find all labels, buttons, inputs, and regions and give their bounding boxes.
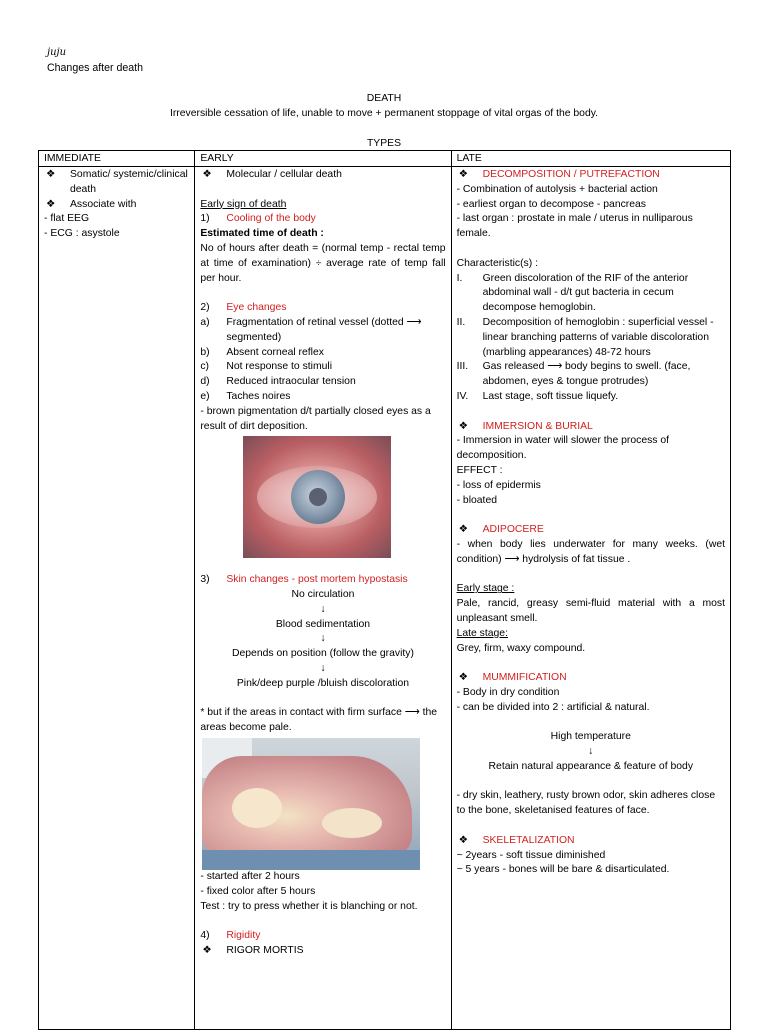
section-heading [457,834,725,849]
flow-step: No circulation [291,588,355,600]
flow-step: High temperature [550,731,631,743]
list-item [200,944,445,959]
diamond-bullet-icon: ❖ [458,672,468,684]
characteristics-title: Characteristic(s) : [456,257,538,269]
list-item: c) Not response to stimuli [200,361,333,373]
skeletalization-line: ~ 2years - soft tissue diminished [456,849,606,861]
early-bullet-1: Molecular / cellular death [226,169,342,180]
decomp-line: - Combination of autolysis + bacterial action [456,183,658,195]
decomposition-title: DECOMPOSITION / PUTREFACTION [482,169,660,180]
eye-photo [243,436,391,558]
late-stage-text: Grey, firm, waxy compound. [456,642,586,654]
early-sign-heading: Early sign of death [200,198,287,210]
flow-step: Depends on position (follow the gravity) [231,648,414,660]
list-item [44,168,189,198]
list-item: II. Decomposition of hemoglobin : superficial vessel - linear branching patterns of variable discoloration (marbling appearances) 48-72 hours [456,316,714,358]
list-item: IV. Last stage, soft tissue liquefy. [456,390,619,402]
time-formula: No of hours after death = (normal temp - rectal temp at time of examination) ÷ average rate of temp fall per hour. [200,242,446,284]
section-heading: 2) Eye changes [200,301,445,316]
skeletalization-line: ~ 5 years - bones will be bare & disarticulated. [456,864,670,876]
late-stage-label: Late stage: [456,627,508,639]
eye-note: - brown pigmentation d/t partially closed eyes as a result of dirt deposition. [200,405,431,432]
rigor-mortis: RIGOR MORTIS [226,944,304,956]
types-label: TYPES [366,138,402,149]
section-heading [457,523,725,538]
diamond-bullet-icon: ❖ [202,944,212,956]
section-heading: 1) Cooling of the body [200,212,445,227]
diamond-bullet-icon: ❖ [46,169,56,180]
skeletalization-title: SKELETALIZATION [482,834,575,846]
early-stage-label: Early stage : [456,583,515,595]
down-arrow-icon: ↓ [320,662,326,674]
flow-step: Pink/deep purple /bluish discoloration [236,677,410,689]
list-item: d) Reduced intraocular tension [200,376,356,388]
pale-note: * but if the areas in contact with firm surface ⟶ the areas become pale. [200,707,438,734]
adipocere-title: ADIPOCERE [482,524,544,536]
early-cell [195,167,451,1030]
section-heading: 4) Rigidity [200,929,445,944]
down-arrow-icon: ↓ [320,633,326,645]
decomp-line: - earliest organ to decompose - pancreas [456,198,647,210]
mummification-desc: - dry skin, leathery, rusty brown odor, skin adheres close to the bone, skeletanised features of face. [456,790,716,817]
hypostasis-line: - started after 2 hours [200,870,300,882]
adipocere-text: - when body lies underwater for many weeks. (wet condition) ⟶ hydrolysis of fat tissue . [456,538,725,565]
mummification-line: - can be divided into 2 : artificial & natural. [456,701,650,713]
diamond-bullet-icon: ❖ [458,524,468,536]
immersion-line: - loss of epidermis [456,479,541,491]
immersion-line: EFFECT : [456,464,503,476]
types-table [38,150,731,1030]
eye-changes-title: Eye changes [226,302,287,314]
section-heading [457,420,725,435]
section-heading [457,168,725,183]
header-early: EARLY [195,151,451,167]
immersion-line: - bloated [456,494,497,506]
immediate-bullet-1: Somatic/ systemic/clinical death [70,169,188,195]
down-arrow-icon: ↓ [588,746,594,758]
immediate-line: - ECG : asystole [44,228,120,240]
rigidity-title: Rigidity [226,930,261,942]
signature: juju [47,47,67,58]
list-item [200,168,445,183]
list-item: e) Taches noires [200,390,291,402]
diamond-bullet-icon: ❖ [458,420,468,432]
immediate-cell [39,167,195,1030]
diamond-bullet-icon: ❖ [46,198,56,210]
list-item: III. Gas released ⟶ body begins to swell. (face, abdomen, eyes & tongue protrudes) [456,361,691,388]
immediate-line: - flat EEG [44,213,90,225]
diamond-bullet-icon: ❖ [458,169,468,180]
estimated-time-title: Estimated time of death : [200,228,324,240]
immersion-line: - Immersion in water will slower the process of decomposition. [456,435,670,462]
list-item: I. Green discoloration of the RIF of the anterior abdominal wall - d/t gut bacteria in cecum decompose hemoglobin. [456,272,689,314]
table-header-row [39,151,731,167]
late-cell [451,167,730,1030]
list-item: b) Absent corneal reflex [200,346,324,358]
hypostasis-line: Test : try to press whether it is blanching or not. [200,900,418,912]
skin-changes-title: Skin changes - post mortem hypostasis [226,574,408,586]
diamond-bullet-icon: ❖ [458,834,468,846]
immediate-bullet-2: Associate with [70,198,137,210]
hypostasis-photo [202,738,420,870]
down-arrow-icon: ↓ [320,603,326,615]
table-content-row [39,167,731,1030]
death-definition: Irreversible cessation of life, unable to move + permanent stoppage of vital orgas of the body. [169,108,599,119]
section-heading: 3) Skin changes - post mortem hypostasis [200,573,445,588]
document-title: Changes after death [47,62,144,74]
immersion-title: IMMERSION & BURIAL [482,420,593,432]
hypostasis-line: - fixed color after 5 hours [200,885,316,897]
early-stage-text: Pale, rancid, greasy semi-fluid material with a most unpleasant smell. [456,598,725,624]
decomp-line: - last organ : prostate in male / uterus in nulliparous female. [456,213,693,240]
flow-step: Blood sedimentation [275,618,371,630]
list-item [44,198,189,213]
flow-step: Retain natural appearance & feature of body [488,760,694,772]
mummification-title: MUMMIFICATION [482,672,567,684]
mummification-line: - Body in dry condition [456,686,560,698]
header-immediate: IMMEDIATE [39,151,195,167]
section-heading [457,671,725,686]
list-item: a) Fragmentation of retinal vessel (dotted ⟶ segmented) [200,316,422,343]
death-heading: DEATH [366,93,402,104]
header-late: LATE [451,151,730,167]
cooling-title: Cooling of the body [226,213,316,225]
diamond-bullet-icon: ❖ [202,169,212,180]
